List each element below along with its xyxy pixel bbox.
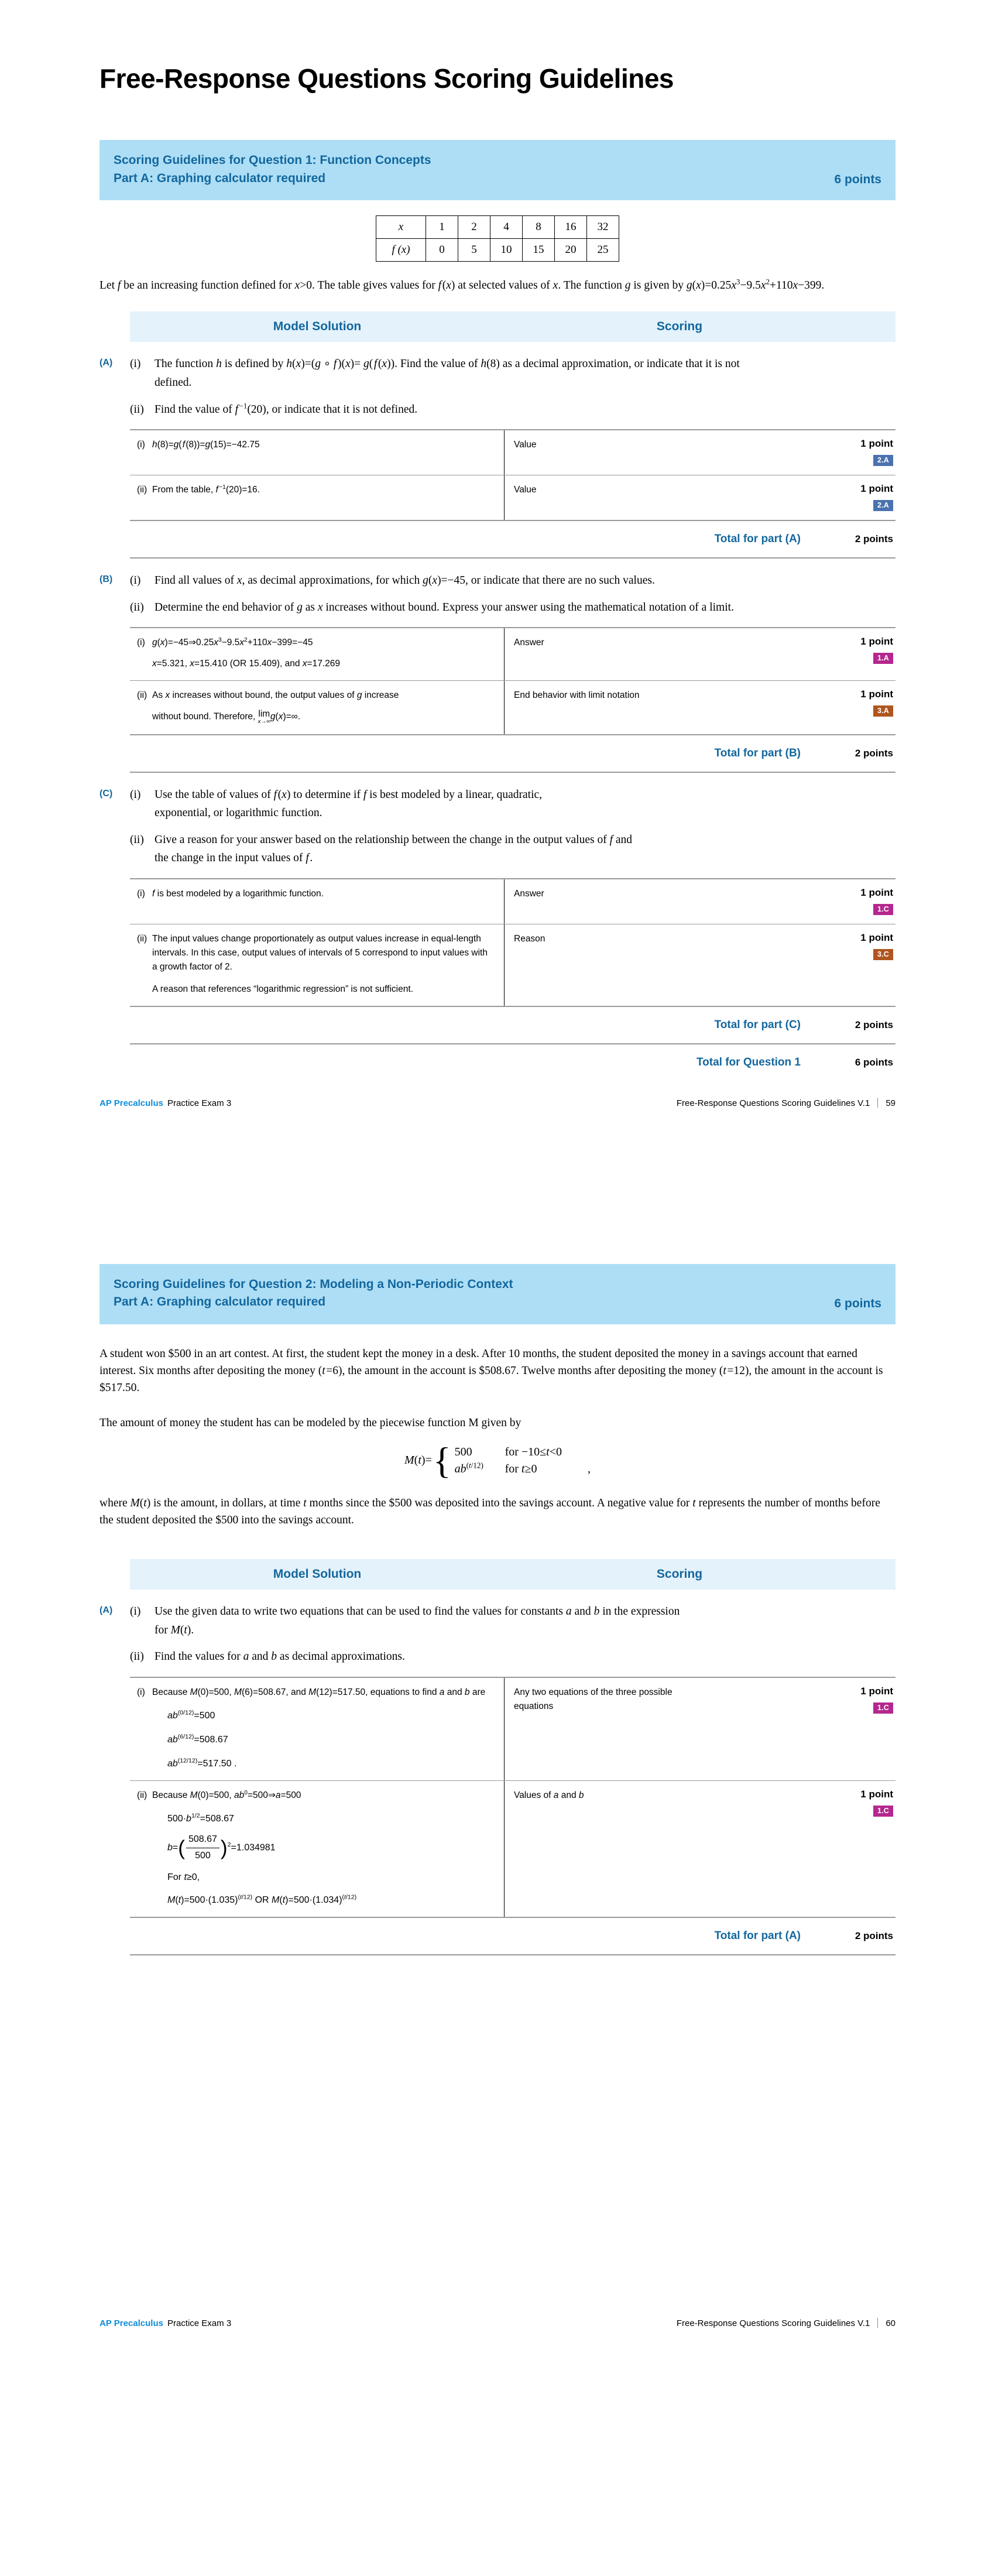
total-part-c-row: [130, 1007, 896, 1044]
prompt-text: Use the table of values of f (x) to determine if f is best modeled by a linear, quadratic, exponential, or logarithmic function.: [155, 788, 543, 820]
solution-equation: $ab^{(0/12)}=500$: [167, 1709, 215, 1721]
footer-right: [677, 1096, 896, 1108]
page-1: [0, 0, 995, 1132]
question-2-banner-line-1: Scoring Guidelines for Question 2: Modeling a Non-Periodic Context: [114, 1277, 513, 1291]
solution-note: A reason that references “logarithmic regression” is not sufficient.: [152, 984, 413, 994]
criterion-cell: Value: [514, 485, 537, 495]
footer-left: [100, 2318, 231, 2328]
solution-roman: (ii): [137, 933, 147, 944]
piecewise-case-2-condition: for t≥0: [505, 1462, 537, 1475]
table-cell: 25: [587, 239, 619, 262]
page-2-footer: [100, 2316, 896, 2328]
piecewise-case-2-value: $ab^{(t/12)}$: [454, 1461, 483, 1475]
criterion-cell: Any two equations of the three possible equations: [514, 1687, 673, 1712]
footer-exam: Practice Exam 3: [167, 1098, 232, 1108]
column-headers-q2: [130, 1559, 896, 1590]
total-points: 2 points: [855, 747, 893, 759]
points-cell: [698, 430, 896, 475]
solution-equation: $ab^{(6/12)}=508.67$: [167, 1733, 228, 1745]
piecewise-case-1-condition: for −10≤t<0: [505, 1445, 562, 1458]
criterion-cell: [505, 1781, 698, 1917]
question-2-stem-3: where M(t) is the amount, in dollars, at time t months since the $500 was deposited into the savings account. A negative value for t represents the number of months before the student deposited the $500 into the savings account.: [100, 1496, 880, 1527]
score-row: [130, 879, 896, 924]
page-break: [0, 1132, 995, 1225]
prompt-a-i: [130, 1602, 896, 1639]
criterion-text: End behavior with limit notation: [514, 690, 640, 701]
table-cell: 8: [523, 216, 555, 239]
points-cell: [698, 1781, 896, 1917]
part-c-prompt-block: [100, 786, 896, 868]
prompt-text: Use the given data to write two equations that can be used to find the values for constants a and b in the expression for M(t).: [155, 1605, 680, 1636]
table-cell: 10: [490, 239, 523, 262]
solution-cell: [130, 430, 505, 475]
function-values-table-wrap: [100, 215, 896, 262]
column-headers-q1: [130, 311, 896, 342]
page-1-footer: [100, 1096, 896, 1108]
question-1-stem: Let f be an increasing function defined for x>0. The table gives values for f (x) at selected values of x. The function g is given by $g(x)=0.25x^3-9.5x^2+110x-399$.: [100, 278, 825, 292]
footer-brand: AP Precalculus: [100, 1098, 163, 1108]
prompt-text: Find the value of f $^{-1}$(20), or indicate that it is not defined.: [155, 402, 418, 416]
solution-cell: [130, 1678, 505, 1780]
solution-equation: b=( $\frac{508.67}{500}$ )$^2$=1.034981: [167, 1832, 495, 1864]
solution-roman: (i): [137, 440, 145, 450]
solution-cell: [130, 1781, 505, 1917]
footer-right: [677, 2316, 896, 2328]
prompt-roman: (i): [130, 1605, 141, 1618]
solution-cell: [130, 628, 505, 680]
total-label: Total for part (B): [714, 746, 801, 759]
points-cell: [698, 628, 896, 680]
table-cell: 20: [555, 239, 587, 262]
total-question-1-row: [130, 1044, 896, 1081]
question-2-stem-1: A student won $500 in an art contest. At first, the student kept the money in a desk. After 10 months, the student deposited the money in a savings account that earned interest. Six months after depositing the money (t =6), the amount in the account is $508.67. Twelve months after depositing the money (t =12), the amount in the account is $517.50.: [100, 1347, 883, 1395]
prompt-a-ii: [130, 400, 896, 419]
solution-equation: $500\cdot b^{1/2}=508.67$: [167, 1813, 234, 1824]
part-letter-b: (B): [100, 574, 113, 585]
prompt-roman: (ii): [130, 601, 144, 614]
prompt-roman: (i): [130, 574, 141, 587]
solution-intro: Because M(0)=500, M(6)=508.67, and M(12)=517.50, equations to find a and b are: [152, 1687, 486, 1698]
score-row: [130, 924, 896, 1007]
criterion-cell: [505, 681, 698, 734]
points-cell: [698, 879, 896, 924]
score-row: [130, 1781, 896, 1918]
footer-separator: [877, 1098, 878, 1108]
footer-brand: AP Precalculus: [100, 2318, 163, 2329]
criterion-text: Values of a and b: [514, 1790, 584, 1801]
total-points: 2 points: [855, 1019, 893, 1030]
prompt-text: Give a reason for your answer based on the relationship between the change in the output values of f and the change in the input values of f .: [155, 833, 633, 865]
question-2-banner-line-2: Part A: Graphing calculator required: [114, 1295, 326, 1309]
table-cell: 16: [555, 216, 587, 239]
prompt-a-i: [130, 355, 896, 392]
question-2-points: 6 points: [834, 1296, 881, 1310]
solution-text: The input values change proportionately as output values increase in equal-length intervals. In this case, output values of intervals of 5 correspond to input values with a growth factor of 2.: [152, 933, 488, 972]
question-1-banner-line-1: Scoring Guidelines for Question 1: Function Concepts: [114, 153, 431, 167]
page-2-spacer: [100, 1955, 896, 2301]
piecewise-case-1-value: 500: [454, 1445, 472, 1458]
table-cell: 4: [490, 216, 523, 239]
part-b-score-table: [130, 627, 896, 735]
prompt-text: Determine the end behavior of g as x increases without bound. Express your answer using the mathematical notation of a limit.: [155, 601, 734, 614]
q2-total-part-a-row: [130, 1918, 896, 1955]
solution-text: h(8)=g( f (8))=g(15)=−42.75: [152, 440, 260, 450]
column-header-model-solution: Model Solution: [273, 1567, 362, 1581]
table-row-label-x: x: [376, 216, 426, 239]
prompt-a-ii: [130, 1647, 896, 1666]
prompt-roman: (ii): [130, 403, 144, 416]
solution-text: $g(x)=-45\Rightarrow 0.25x^3-9.5x^2+110x-399=-45$ x=5.321, x=15.410 (OR 15.409), and x=17.269: [152, 637, 341, 669]
piecewise-case-2: [455, 1462, 562, 1476]
table-row: [376, 216, 619, 239]
table-row-label-fx: f (x): [376, 239, 426, 262]
solution-cell: [130, 879, 505, 924]
piecewise-trailing-comma: ,: [588, 1462, 591, 1475]
solution-roman: (i): [137, 888, 145, 899]
footer-doc-title: Free-Response Questions Scoring Guidelines V.1: [676, 2318, 870, 2329]
table-cell: 0: [426, 239, 458, 262]
question-1-points: 6 points: [834, 173, 881, 187]
score-row: [130, 1678, 896, 1781]
prompt-text: Find all values of x, as decimal approximations, for which g(x)=−45, or indicate that there are no such values.: [155, 574, 655, 587]
points-cell: [698, 681, 896, 734]
total-label: Total for part (C): [714, 1018, 801, 1031]
piecewise-brace: {: [433, 1439, 451, 1481]
prompt-text: Find the values for a and b as decimal approximations.: [155, 1650, 405, 1663]
points-label: 1 point: [860, 1686, 893, 1697]
footer-separator: [877, 2318, 878, 2328]
page-2: [0, 1225, 995, 2347]
piecewise-case-1: [455, 1445, 562, 1459]
points-label: 1 point: [860, 636, 893, 648]
skill-badge: 3.A: [873, 705, 893, 717]
question-2-banner-text: [114, 1276, 513, 1311]
points-label: 1 point: [860, 438, 893, 450]
table-cell: 15: [523, 239, 555, 262]
footer-left: [100, 1098, 231, 1108]
total-label: Total for part (A): [714, 1930, 801, 1943]
total-part-b-row: [130, 735, 896, 773]
prompt-roman: (i): [130, 788, 141, 801]
points-cell: [698, 475, 896, 520]
skill-badge: 1.C: [873, 904, 893, 915]
footer-page-number: 60: [886, 2318, 896, 2329]
part-a-prompt-block: [100, 355, 896, 419]
points-cell: [698, 924, 896, 1006]
column-header-model-solution: Model Solution: [273, 320, 362, 334]
part-a-score-table: [130, 429, 896, 521]
solution-text: From the table, f $^{-1}$(20)=16.: [152, 484, 260, 495]
solution-roman: (ii): [137, 485, 147, 495]
score-row: [130, 628, 896, 681]
total-points: 6 points: [855, 1056, 893, 1068]
solution-roman: (ii): [137, 690, 147, 701]
score-row: [130, 681, 896, 735]
prompt-b-ii: [130, 598, 896, 617]
total-label: Total for part (A): [714, 533, 801, 546]
prompt-roman: (ii): [130, 1650, 144, 1663]
solution-equation: $ab^{(12/12)}=517.50$ .: [167, 1757, 237, 1769]
points-label: 1 point: [860, 1789, 893, 1800]
question-2-stem-2: The amount of money the student has can be modeled by the piecewise function M given by: [100, 1416, 521, 1429]
solution-roman: (i): [137, 638, 145, 648]
question-1-banner: [100, 140, 896, 200]
part-letter-a: (A): [100, 358, 113, 368]
score-row: [130, 475, 896, 521]
function-values-table: [376, 215, 619, 262]
criterion-cell: Answer: [514, 888, 544, 899]
part-b-prompt-block: [100, 571, 896, 616]
part-c-score-table: [130, 878, 896, 1007]
skill-badge: 2.A: [873, 500, 893, 511]
total-points: 2 points: [855, 533, 893, 545]
footer-doc-title: Free-Response Questions Scoring Guidelines V.1: [676, 1098, 870, 1108]
skill-badge: 3.C: [873, 949, 893, 960]
points-cell: [698, 1678, 896, 1780]
solution-equation: $M(t)=500\cdot(1.035)^{(t/12)}$ OR $M(t)=500\cdot(1.034)^{(t/12)}$: [167, 1893, 357, 1905]
q2-part-a-score-table: [130, 1677, 896, 1918]
skill-badge: 1.A: [873, 653, 893, 664]
skill-badge: 1.C: [873, 1703, 893, 1714]
prompt-c-i: [130, 786, 896, 823]
skill-badge: 1.C: [873, 1806, 893, 1817]
solution-cell: [130, 475, 505, 520]
footer-exam: Practice Exam 3: [167, 2318, 232, 2329]
points-label: 1 point: [860, 688, 893, 700]
column-header-scoring: Scoring: [656, 320, 703, 334]
solution-cell: [130, 924, 505, 1006]
column-header-scoring: Scoring: [656, 1567, 703, 1581]
solution-roman: (ii): [137, 1790, 147, 1801]
part-letter-c: (C): [100, 788, 113, 799]
solution-roman: (i): [137, 1687, 145, 1698]
question-1-banner-text: [114, 152, 431, 187]
table-cell: 5: [458, 239, 490, 262]
total-label: Total for Question 1: [696, 1056, 801, 1068]
piecewise-function: [100, 1439, 896, 1481]
table-row: [376, 239, 619, 262]
points-label: 1 point: [860, 886, 893, 898]
question-2-banner: [100, 1264, 896, 1324]
prompt-roman: (i): [130, 358, 141, 371]
question-1-banner-line-2: Part A: Graphing calculator required: [114, 171, 326, 185]
prompt-b-i: [130, 571, 896, 590]
prompt-c-ii: [130, 831, 896, 868]
criterion-cell: Reason: [514, 933, 545, 944]
table-cell: 32: [587, 216, 619, 239]
total-part-a-row: [130, 521, 896, 559]
total-points: 2 points: [855, 1930, 893, 1942]
prompt-text: The function h is defined by h(x)=(g ∘ f )(x)= g( f (x)). Find the value of h(8) as a decimal approximation, or indicate that it is not defined.: [155, 358, 740, 389]
criterion-cell: Answer: [514, 638, 544, 648]
prompt-roman: (ii): [130, 833, 144, 846]
page-title: Free-Response Questions Scoring Guidelines: [100, 63, 674, 94]
solution-equation: For t≥0,: [167, 1872, 200, 1882]
table-cell: 2: [458, 216, 490, 239]
criterion-cell: Value: [514, 440, 537, 450]
solution-intro: Because M(0)=500, $ab^0=500\Rightarrow a=500$: [152, 1790, 301, 1801]
footer-page-number: 59: [886, 1098, 896, 1108]
score-row: [130, 430, 896, 475]
points-label: 1 point: [860, 931, 893, 943]
skill-badge: 2.A: [873, 455, 893, 466]
points-label: 1 point: [860, 483, 893, 495]
solution-text: f is best modeled by a logarithmic function.: [152, 888, 324, 899]
table-cell: 1: [426, 216, 458, 239]
q2-part-a-prompt-block: [100, 1602, 896, 1666]
solution-text: As x increases without bound, the output values of g increase without bound. Therefore, lim x→∞ g(x)=∞.: [152, 690, 399, 725]
part-letter-a: (A): [100, 1605, 113, 1616]
piecewise-lhs: M(t)=: [404, 1454, 432, 1467]
solution-cell: [130, 681, 505, 734]
